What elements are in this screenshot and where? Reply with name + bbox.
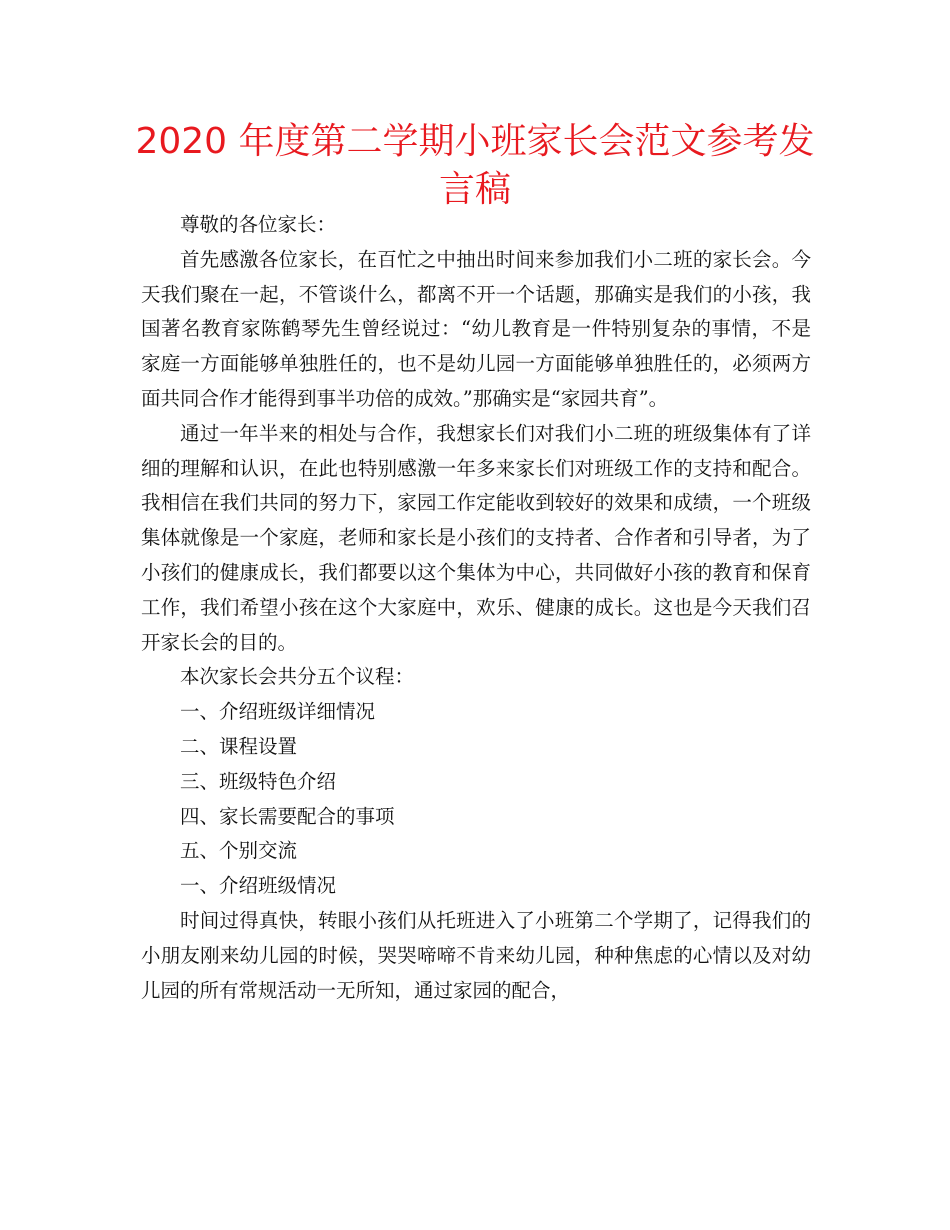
agenda-item-4: 四、家长需要配合的事项 bbox=[180, 804, 395, 828]
agenda-item-3: 三、班级特色介绍 bbox=[180, 769, 337, 793]
agenda-item-2: 二、课程设置 bbox=[180, 734, 298, 758]
paragraph-class-intro: 时间过得真快，转眼小孩们从托班进入了小班第二个学期了，记得我们的小朋友刚来幼儿园的时候，哭哭啼啼不肯来幼儿园，种种焦虑的心情以及对幼儿园的所有常规活动一无所知，通过家园的配合， bbox=[141, 908, 811, 1002]
agenda-item-1: 一、介绍班级详细情况 bbox=[180, 700, 376, 724]
paragraph-intro: 首先感激各位家长，在百忙之中抽出时间来参加我们小二班的家长会。今天我们聚在一起，不管谈什么，都离不开一个话题，那确实是我们的小孩，我国著名教育家陈鹤琴先生曾经说过：“幼儿教育是一件特别复杂的事情，不是家庭一方面能够单独胜任的，也不是幼儿园一方面能够单独胜任的，必须两方面共同合作才能得到事半功倍的成效。”那确实是“家园共育”。 bbox=[141, 247, 811, 410]
section-heading-class-intro: 一、介绍班级情况 bbox=[180, 874, 337, 898]
document-title: 2020 年度第二学期小班家长会范文参考发言稿 bbox=[135, 121, 815, 210]
paragraph-cooperation: 通过一年半来的相处与合作，我想家长们对我们小二班的班级集体有了详细的理解和认识，在此也特别感激一年多来家长们对班级工作的支持和配合。我相信在我们共同的努力下，家园工作定能收到较好的效果和成绩，一个班级集体就像是一个家庭，老师和家长是小孩们的支持者、合作者和引导者，为了小孩们的健康成长，我们都要以这个集体为中心，共同做好小孩的教育和保育工作，我们希望小孩在这个大家庭中，欢乐、健康的成长。这也是今天我们召开家长会的目的。 bbox=[141, 421, 811, 654]
salutation: 尊敬的各位家长： bbox=[180, 213, 337, 236]
agenda-item-5: 五、个别交流 bbox=[180, 839, 298, 863]
agenda-heading: 本次家长会共分五个议程： bbox=[180, 665, 415, 689]
document-body bbox=[141, 208, 811, 1008]
